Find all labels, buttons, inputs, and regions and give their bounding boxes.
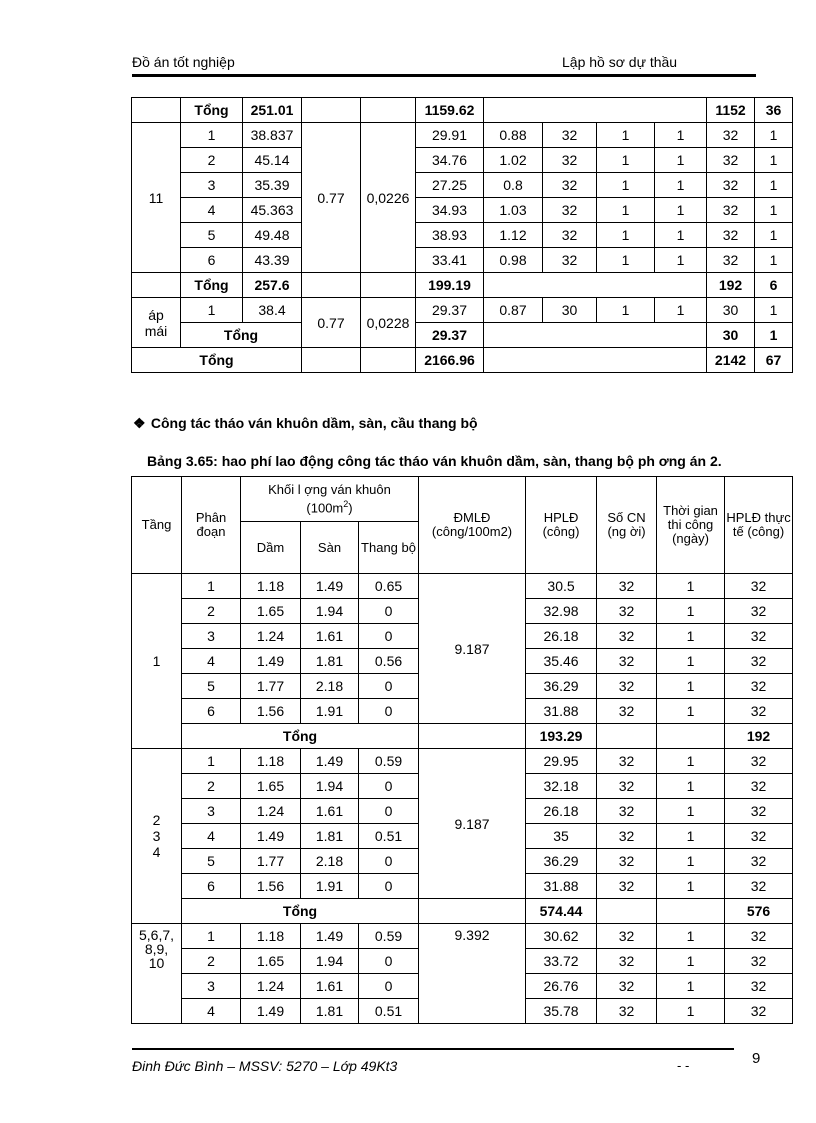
- table-cell: Phân đoạn: [182, 477, 241, 574]
- table-cell: 34.76: [416, 148, 484, 173]
- table-cell: 1.91: [301, 699, 359, 724]
- table-cell: 5: [182, 849, 241, 874]
- table-cell: 1: [657, 874, 725, 899]
- table-row-total: [132, 724, 793, 749]
- table-cell: 0.59: [359, 749, 419, 774]
- table-cell: 1: [755, 123, 793, 148]
- table-cell: 32: [725, 749, 793, 774]
- table-cell: 1.56: [241, 874, 301, 899]
- labor-table-formwork: [131, 476, 793, 1024]
- table-cell: Tầng: [132, 477, 182, 574]
- table-cell: 1: [655, 123, 707, 148]
- table-cell: 1: [655, 148, 707, 173]
- cell-text: (100m: [306, 500, 344, 516]
- table-cell: 6: [181, 248, 243, 273]
- table-header-row: [132, 477, 793, 522]
- table-cell: 0.87: [484, 298, 543, 323]
- table-cell: 32: [543, 198, 597, 223]
- table-cell: 38.837: [243, 123, 302, 148]
- table-cell: 1: [182, 924, 241, 949]
- table-cell: 1.49: [301, 749, 359, 774]
- table-cell: 30: [707, 298, 755, 323]
- cell-text: 2: [343, 499, 349, 510]
- table-cell: 4: [182, 824, 241, 849]
- table-cell: 1: [657, 649, 725, 674]
- table-cell: [484, 273, 707, 298]
- table-cell: 0,0226: [361, 123, 416, 273]
- table-row-total: [132, 273, 793, 298]
- table-cell: 1.24: [241, 799, 301, 824]
- table-cell: 32: [725, 849, 793, 874]
- table-cell: 2.18: [301, 674, 359, 699]
- table-cell: 1: [657, 774, 725, 799]
- table-cell: 67: [755, 348, 793, 373]
- table-cell: [302, 348, 361, 373]
- table-cell: 32: [725, 674, 793, 699]
- table-cell: 2.18: [301, 849, 359, 874]
- table-cell: 1: [755, 248, 793, 273]
- table-cell: Dầm: [241, 522, 301, 574]
- table-cell: 49.48: [243, 223, 302, 248]
- table-cell: 1: [655, 223, 707, 248]
- header-left: Đồ án tốt nghiệp: [132, 54, 235, 70]
- table-cell: 32: [725, 774, 793, 799]
- table-cell: 0: [359, 799, 419, 824]
- table-cell: 32: [543, 223, 597, 248]
- table-cell: 1: [182, 574, 241, 599]
- table-cell: 0.51: [359, 999, 419, 1024]
- table-cell: 6: [182, 699, 241, 724]
- table-cell: 1.12: [484, 223, 543, 248]
- table-cell: 32: [725, 699, 793, 724]
- table-cell: 1: [181, 123, 243, 148]
- table-cell: 1.49: [241, 649, 301, 674]
- table-cell: 29.95: [526, 749, 597, 774]
- table-cell: 1.81: [301, 999, 359, 1024]
- table-cell: 36: [755, 98, 793, 123]
- table-cell: 1: [657, 574, 725, 599]
- table-cell: 1: [755, 198, 793, 223]
- table-row-total: [132, 899, 793, 924]
- table-cell: [132, 273, 181, 298]
- header-right: Lập hồ sơ dự thầu: [562, 54, 678, 70]
- table-cell: 3: [182, 799, 241, 824]
- table-cell: 32: [725, 924, 793, 949]
- cell-text: Khối l ợng ván khuôn: [268, 482, 391, 498]
- labor-table-continued: [131, 97, 793, 373]
- table-cell: 29.37: [416, 323, 484, 348]
- footer-author: Đinh Đức Bình – MSSV: 5270 – Lớp 49Kt3: [132, 1058, 398, 1074]
- table-cell: 0: [359, 674, 419, 699]
- table-cell: [132, 98, 181, 123]
- table-cell: 4: [182, 999, 241, 1024]
- table-cell: 1: [597, 248, 655, 273]
- table-cell: 576: [725, 899, 793, 924]
- table-cell: 1.18: [241, 924, 301, 949]
- table-cell: 32: [597, 674, 657, 699]
- table-cell: 574.44: [526, 899, 597, 924]
- table-cell: 1: [657, 974, 725, 999]
- table-cell: 1.02: [484, 148, 543, 173]
- table-cell: 1: [755, 223, 793, 248]
- table-cell: 32: [597, 624, 657, 649]
- table-cell: 1.94: [301, 774, 359, 799]
- table-cell: 1: [657, 849, 725, 874]
- table-cell: 35.39: [243, 173, 302, 198]
- table-cell: 0: [359, 849, 419, 874]
- table-cell: 1.24: [241, 974, 301, 999]
- table-cell: 29.37: [416, 298, 484, 323]
- floor-label: 11: [132, 123, 181, 273]
- table-cell: 1: [755, 298, 793, 323]
- table-cell: 1: [182, 749, 241, 774]
- table-cell: 1: [597, 223, 655, 248]
- table-cell: [361, 98, 416, 123]
- table-cell: 0: [359, 599, 419, 624]
- table-cell: 1: [655, 198, 707, 223]
- table-caption: Bảng 3.65: hao phí lao động công tác tháo ván khuôn dầm, sàn, thang bộ ph ơng án 2.: [147, 453, 722, 469]
- table-cell: Thang bộ: [359, 522, 419, 574]
- table-cell: 1: [597, 148, 655, 173]
- table-cell: 33.72: [526, 949, 597, 974]
- table-cell: 32: [597, 849, 657, 874]
- table-cell: 0.51: [359, 824, 419, 849]
- table-cell: 30: [707, 323, 755, 348]
- table-cell: 1159.62: [416, 98, 484, 123]
- table-cell: 32: [597, 974, 657, 999]
- table-cell: 43.39: [243, 248, 302, 273]
- table-cell: 1: [657, 799, 725, 824]
- table-cell: 1.03: [484, 198, 543, 223]
- table-cell: 1: [181, 298, 243, 323]
- table-cell: 32.18: [526, 774, 597, 799]
- table-cell: 1: [597, 298, 655, 323]
- table-cell: 6: [755, 273, 793, 298]
- table-cell: 33.41: [416, 248, 484, 273]
- table-cell: 3: [181, 173, 243, 198]
- table-cell: 1: [655, 248, 707, 273]
- table-cell: 1.49: [241, 999, 301, 1024]
- table-row: [132, 123, 793, 148]
- table-cell: 30: [543, 298, 597, 323]
- table-cell: 1.94: [301, 599, 359, 624]
- table-cell: [361, 348, 416, 373]
- table-cell: Thời gian thi công (ngày): [657, 477, 725, 574]
- table-cell: 1.91: [301, 874, 359, 899]
- table-cell: Tổng: [132, 348, 302, 373]
- table-cell: 35.46: [526, 649, 597, 674]
- page-footer: [132, 1048, 734, 1074]
- table-cell: Tổng: [182, 724, 419, 749]
- table-cell: 0.8: [484, 173, 543, 198]
- table-cell: 26.18: [526, 799, 597, 824]
- table-cell: [657, 724, 725, 749]
- cell-text: ): [348, 500, 353, 516]
- table-cell: 1: [655, 173, 707, 198]
- table-cell: 0.65: [359, 574, 419, 599]
- table-cell: 9.392: [419, 924, 526, 1024]
- table-cell: 32: [597, 949, 657, 974]
- table-cell: [597, 724, 657, 749]
- table-cell: 32: [707, 198, 755, 223]
- floor-label: 1: [132, 574, 182, 749]
- table-cell: [419, 724, 526, 749]
- table-cell: 32: [597, 924, 657, 949]
- table-cell: [484, 98, 707, 123]
- table-cell: 32: [725, 599, 793, 624]
- table-cell: 1: [755, 148, 793, 173]
- table-cell: 30.5: [526, 574, 597, 599]
- table-cell: Tổng: [182, 899, 419, 924]
- table-cell: 1: [597, 123, 655, 148]
- table-cell: 38.93: [416, 223, 484, 248]
- table-cell: 2166.96: [416, 348, 484, 373]
- table-cell: 5: [181, 223, 243, 248]
- footer-dashes: - -: [677, 1058, 690, 1073]
- table-cell: 1.49: [301, 574, 359, 599]
- table-cell: 0: [359, 949, 419, 974]
- table-cell: 1: [597, 198, 655, 223]
- table-cell: 1.61: [301, 974, 359, 999]
- table-cell: 2: [182, 949, 241, 974]
- table-cell: 1: [657, 674, 725, 699]
- table-cell: 0: [359, 874, 419, 899]
- table-cell: 0.77: [302, 123, 361, 273]
- table-cell: 1.49: [241, 824, 301, 849]
- table-cell: 32: [543, 123, 597, 148]
- table-cell: 0,0228: [361, 298, 416, 348]
- table-row: [132, 223, 793, 248]
- table-cell: 1: [657, 949, 725, 974]
- table-cell: [132, 924, 182, 1024]
- table-cell: 0.77: [302, 298, 361, 348]
- table-cell: Số CN (ng ời): [597, 477, 657, 574]
- table-cell: 32: [543, 148, 597, 173]
- table-cell: 0.98: [484, 248, 543, 273]
- table-cell: 1: [657, 999, 725, 1024]
- table-cell: 32: [725, 799, 793, 824]
- table-cell: 9.187: [419, 574, 526, 724]
- table-cell: 32: [597, 599, 657, 624]
- table-row: [132, 749, 793, 774]
- table-cell: 1: [657, 824, 725, 849]
- table-cell: 32: [725, 999, 793, 1024]
- table-cell: [484, 323, 707, 348]
- table-cell: 27.25: [416, 173, 484, 198]
- table-cell: 32: [597, 649, 657, 674]
- table-cell: 199.19: [416, 273, 484, 298]
- table-cell: 1: [655, 298, 707, 323]
- table-cell: 192: [707, 273, 755, 298]
- table-cell: 1.18: [241, 749, 301, 774]
- table-cell: 0: [359, 974, 419, 999]
- table-cell: [302, 98, 361, 123]
- table-cell: 32: [597, 574, 657, 599]
- cell-text: 2: [152, 812, 161, 828]
- table-cell: 2: [182, 599, 241, 624]
- table-row-total: [132, 323, 793, 348]
- table-cell: 1.65: [241, 599, 301, 624]
- bullet-icon: ❖: [133, 415, 146, 431]
- table-cell: 1.81: [301, 824, 359, 849]
- table-cell: 251.01: [243, 98, 302, 123]
- table-cell: 32: [725, 824, 793, 849]
- roof-label-2: mái: [144, 322, 168, 339]
- table-cell: 0: [359, 774, 419, 799]
- table-cell: 1: [657, 924, 725, 949]
- table-cell: 32: [707, 123, 755, 148]
- table-cell: 32: [725, 874, 793, 899]
- table-cell: 32: [597, 874, 657, 899]
- table-cell: 0: [359, 699, 419, 724]
- table-cell: 3: [182, 624, 241, 649]
- table-cell: 2: [182, 774, 241, 799]
- table-cell: 1: [755, 173, 793, 198]
- table-cell: 32: [597, 774, 657, 799]
- table-cell: 32: [707, 173, 755, 198]
- table-cell: [597, 899, 657, 924]
- table-cell: 32: [597, 799, 657, 824]
- table-row: [132, 574, 793, 599]
- table-cell: 32: [707, 223, 755, 248]
- table-cell: 1: [657, 699, 725, 724]
- table-row: [132, 198, 793, 223]
- table-cell: [132, 298, 181, 348]
- table-row: [132, 148, 793, 173]
- table-cell: Tổng: [181, 323, 302, 348]
- table-cell: 34.93: [416, 198, 484, 223]
- section-title: Công tác tháo ván khuôn dầm, sàn, cầu thang bộ: [150, 415, 478, 431]
- table-cell: 1.18: [241, 574, 301, 599]
- table-row: [132, 298, 793, 323]
- table-cell: 6: [182, 874, 241, 899]
- table-cell: 35.78: [526, 999, 597, 1024]
- table-cell: 26.76: [526, 974, 597, 999]
- section-heading: [133, 415, 478, 432]
- table-row-grand-total: [132, 348, 793, 373]
- table-cell: [302, 273, 361, 298]
- table-cell: 32: [597, 699, 657, 724]
- table-cell: HPLĐ (công): [526, 477, 597, 574]
- table-cell: 5: [182, 674, 241, 699]
- table-cell: 1: [657, 599, 725, 624]
- table-cell: 32: [725, 974, 793, 999]
- cell-text: 10: [148, 955, 165, 971]
- table-cell: 32: [725, 624, 793, 649]
- table-cell: 1.81: [301, 649, 359, 674]
- table-cell: HPLĐ thực tế (công): [725, 477, 793, 574]
- table-cell: 1.49: [301, 924, 359, 949]
- table-cell: 0.88: [484, 123, 543, 148]
- table-cell: 32.98: [526, 599, 597, 624]
- table-cell: 32: [543, 173, 597, 198]
- table-cell: 3: [182, 974, 241, 999]
- table-cell: 1.77: [241, 674, 301, 699]
- table-cell: 257.6: [243, 273, 302, 298]
- table-cell: 31.88: [526, 874, 597, 899]
- table-row: [132, 173, 793, 198]
- table-cell: 38.4: [243, 298, 302, 323]
- table-cell: 0.56: [359, 649, 419, 674]
- table-cell: 32: [597, 749, 657, 774]
- table-cell: 1152: [707, 98, 755, 123]
- table-cell: 192: [725, 724, 793, 749]
- table-cell: 0.59: [359, 924, 419, 949]
- table-row: [132, 924, 793, 949]
- table-cell: 1.77: [241, 849, 301, 874]
- table-cell: 32: [707, 148, 755, 173]
- table-cell: 4: [182, 649, 241, 674]
- table-cell: 32: [543, 248, 597, 273]
- table-cell: [419, 899, 526, 924]
- table-cell: Sàn: [301, 522, 359, 574]
- table-cell: 1.94: [301, 949, 359, 974]
- table-cell: 193.29: [526, 724, 597, 749]
- table-cell: 30.62: [526, 924, 597, 949]
- table-cell: 1.61: [301, 799, 359, 824]
- table-cell: 1.65: [241, 949, 301, 974]
- table-cell: [657, 899, 725, 924]
- table-cell: 1.56: [241, 699, 301, 724]
- table-cell: 9.187: [419, 749, 526, 899]
- cell-text: 5,6,7,: [138, 927, 175, 943]
- table-cell: 45.363: [243, 198, 302, 223]
- table-cell: 32: [725, 649, 793, 674]
- table-cell: Tổng: [181, 273, 243, 298]
- table-cell: 4: [181, 198, 243, 223]
- table-cell: [132, 749, 182, 924]
- cell-text: 4: [152, 844, 161, 860]
- table-row: [132, 98, 793, 123]
- table-cell: 32: [707, 248, 755, 273]
- table-cell: 36.29: [526, 674, 597, 699]
- table-cell: 45.14: [243, 148, 302, 173]
- table-cell: 31.88: [526, 699, 597, 724]
- table-cell: 36.29: [526, 849, 597, 874]
- cell-text: 8,9,: [144, 941, 169, 957]
- table-cell: 1: [657, 749, 725, 774]
- page-header: [132, 52, 756, 77]
- table-cell: 32: [597, 824, 657, 849]
- table-cell: 1.24: [241, 624, 301, 649]
- table-cell: [361, 273, 416, 298]
- roof-label-1: áp: [148, 306, 164, 323]
- table-cell: 32: [725, 574, 793, 599]
- table-cell: 1: [657, 624, 725, 649]
- table-cell: 35: [526, 824, 597, 849]
- table-cell: 26.18: [526, 624, 597, 649]
- table-cell: 0: [359, 624, 419, 649]
- table-cell: [241, 477, 419, 522]
- table-cell: 1: [597, 173, 655, 198]
- table-cell: ĐMLĐ (công/100m2): [419, 477, 526, 574]
- table-cell: 2142: [707, 348, 755, 373]
- cell-text: 3: [152, 828, 161, 844]
- table-cell: Tổng: [181, 98, 243, 123]
- table-cell: 2: [181, 148, 243, 173]
- page-number: 9: [752, 1050, 761, 1067]
- table-cell: 32: [725, 949, 793, 974]
- table-cell: 1.61: [301, 624, 359, 649]
- table-cell: 29.91: [416, 123, 484, 148]
- table-cell: 32: [597, 999, 657, 1024]
- table-cell: [484, 348, 707, 373]
- table-cell: 1: [755, 323, 793, 348]
- table-row: [132, 248, 793, 273]
- table-cell: 1.65: [241, 774, 301, 799]
